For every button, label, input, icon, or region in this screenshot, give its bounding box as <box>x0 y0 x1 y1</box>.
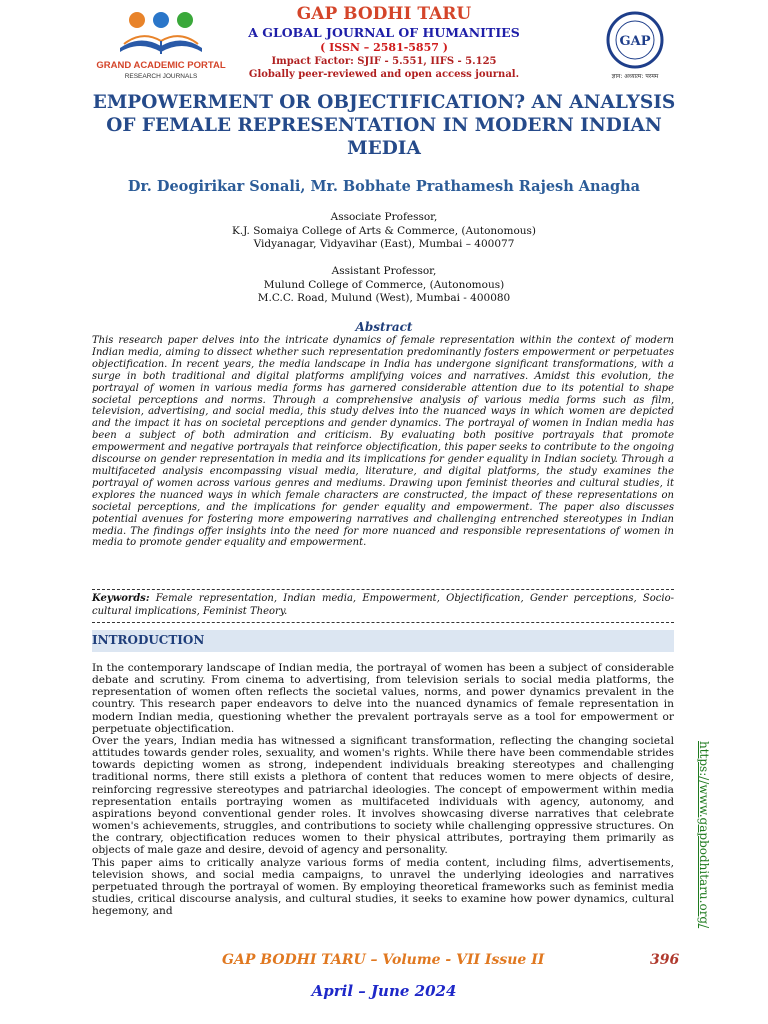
gap-seal-logo <box>602 10 668 82</box>
paragraph: Over the years, Indian media has witnessed a significant transformation, reflecting the changing societal attitudes towards gender roles, sexuality, and women's rights. While there have been commendable strides towards depicting women as strong, independent individuals breaking stereotypes and challenging traditional norms, there still exists a plethora of content that reduces women to mere objects of desire, reinforcing regressive stereotypes and patriarchal ideologies. The concept of empowerment within media representation entails portraying women as multifaceted individuals with agency, autonomy, and aspirations beyond conventional gender roles. It involves showcasing diverse narratives that celebrate women's achievements, struggles, and contributions to society while challenging oppressive structures. On the contrary, objectification reduces women to their physical attributes, portraying them primarily as objects of male gaze and desire, devoid of agency and personality. <box>92 734 674 857</box>
keywords-text: Female representation, Indian media, Empowerment, Objectification, Gender perceptions, Socio-cultural implications, Feminist Theory. <box>92 593 674 617</box>
page-number: 396 <box>650 952 680 968</box>
affiliation-1-line: K.J. Somaiya College of Arts & Commerce, (Autonomous) <box>231 224 537 237</box>
footer-volume: GAP BODHI TARU – Volume - VII Issue II <box>222 952 545 968</box>
impact-factor: Impact Factor: SJIF - 5.551, IIFS - 5.125 <box>271 56 497 67</box>
affiliation-1-line: Associate Professor, <box>330 211 438 223</box>
keywords-label: Keywords: <box>92 593 150 604</box>
affiliation-1-line: Vidyanagar, Vidyavihar (East), Mumbai – 400077 <box>253 238 515 250</box>
divider <box>92 589 674 590</box>
paper-title: EMPOWERMENT OR OBJECTIFICATION? AN ANALYSIS OF FEMALE REPRESENTATION IN MODERN INDIAN MEDIA <box>92 92 676 159</box>
paragraph: In the contemporary landscape of Indian media, the portrayal of women has been a subject of considerable debate and scrutiny. From cinema to advertising, from television serials to social media platforms, the representation of women often reflects the societal values, norms, and power dynamics prevalent in the country. This research paper endeavors to delve into the nuanced dynamics of female representation in modern Indian media, questioning whether the prevalent portrayals serve as a tool for empowerment or perpetuate objectification. <box>92 662 674 735</box>
logo-left-title: GRAND ACADEMIC PORTAL <box>96 60 226 71</box>
affiliation-2 <box>150 265 618 306</box>
affiliation-2-line: M.C.C. Road, Mulund (West), Mumbai - 400080 <box>257 292 511 304</box>
introduction-body <box>92 662 674 917</box>
abstract-text: This research paper delves into the intricate dynamics of female representation within the context of modern Indian media, aiming to dissect whether such representation predominantly fosters empowerment or perpetuates objectification. In recent years, the media landscape in India has undergone significant transformations, with a surge in both traditional and digital platforms amplifying voices and narratives. Amidst this evolution, the portrayal of women in various media forms has garnered considerable attention due to its potential to shape societal perceptions and norms. Through a comprehensive analysis of various media forms such as film, television, advertising, and social media, this study delves into the nuanced ways in which women are depicted and the impact it has on societal perceptions and gender dynamics. The portrayal of women in Indian media has been a subject of both admiration and criticism. By evaluating both positive portrayals that promote empowerment and negative portrayals that reinforce objectification, this paper seeks to contribute to the ongoing discourse on gender representation in media and its implications for gender equality in Indian society. Through a multifaceted analysis encompassing visual media, literature, and digital platforms, the study examines the portrayal of women across various genres and mediums. Drawing upon feminist theories and cultural studies, it explores the nuanced ways in which female characters are constructed, the impact of these representations on societal perceptions, and the implications for gender equality and empowerment. The paper also discusses potential avenues for fostering more empowering narratives and challenging entrenched stereotypes in Indian media. The findings offer insights into the need for more nuanced and responsible representations of women in media to promote gender equality and empowerment. <box>92 335 674 549</box>
affiliation-2-line: Mulund College of Commerce, (Autonomous) <box>263 278 505 291</box>
logo-left-subtitle: RESEARCH JOURNALS <box>124 73 198 80</box>
footer-date: April – June 2024 <box>311 982 457 1000</box>
peer-review-note: Globally peer-reviewed and open access journal. <box>248 69 520 80</box>
seal-motto: ज्ञान: अध्यात्म: परमम <box>611 73 659 80</box>
affiliation-2-line: Assistant Professor, <box>331 265 437 277</box>
keywords <box>92 593 674 618</box>
seal-text: GAP <box>619 34 651 49</box>
journal-website-link[interactable]: https://www.gapbodhitaru.org/ <box>697 741 711 929</box>
paragraph: This paper aims to critically analyze various forms of media content, including films, advertisements, television shows, and social media campaigns, to unravel the underlying ideologies and narratives perpetuated through the portrayal of women. By employing theoretical frameworks such as feminist media studies, critical discourse analysis, and cultural studies, it seeks to examine how power dynamics, cultural hegemony, and <box>92 856 674 918</box>
introduction-heading: INTRODUCTION <box>92 633 205 647</box>
journal-subtitle: A GLOBAL JOURNAL OF HUMANITIES <box>248 25 520 40</box>
divider <box>92 622 674 623</box>
journal-name: GAP BODHI TARU <box>296 4 472 24</box>
journal-issn: ( ISSN – 2581-5857 ) <box>320 41 448 54</box>
affiliation-1 <box>150 211 618 252</box>
abstract-heading: Abstract <box>355 320 413 334</box>
paper-authors: Dr. Deogirikar Sonali, Mr. Bobhate Prathamesh Rajesh Anagha <box>127 178 641 195</box>
